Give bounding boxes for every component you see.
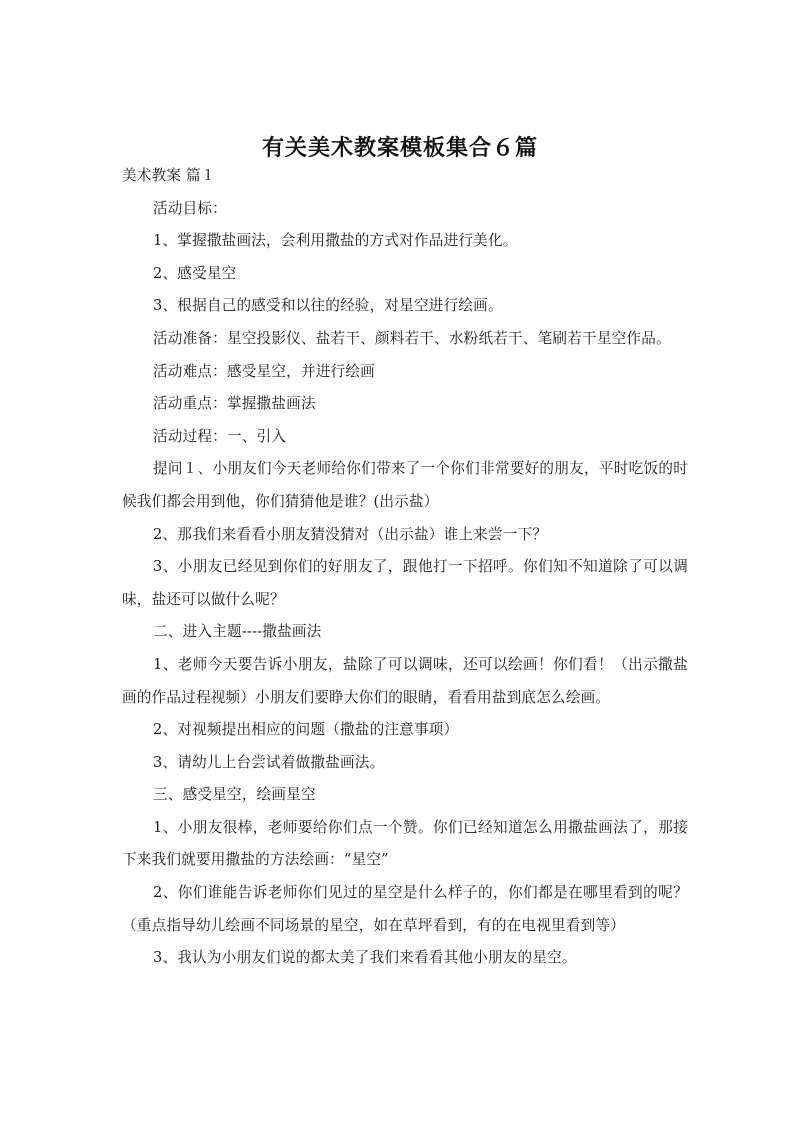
- paragraph: 3、小朋友已经见到你们的好朋友了，跟他打一下招呼。你们知不知道除了可以调味，盐还可以做什么呢？: [122, 558, 688, 608]
- section-heading: 美术教案 篇１: [122, 167, 216, 184]
- document-body: [122, 160, 688, 975]
- paragraph: 活动准备：星空投影仪、盐若干、颜料若干、水粉纸若干、笔刷若干星空作品。: [153, 329, 671, 347]
- paragraph: 3、根据自己的感受和以往的经验，对星空进行绘画。: [153, 297, 503, 315]
- paragraph: 活动过程：一、引入: [153, 427, 287, 445]
- paragraph: 2、感受星空: [153, 264, 237, 282]
- paragraph: 1、老师今天要告诉小朋友，盐除了可以调味，还可以绘画！你们看！（出示撒盐画的作品过程视频）小朋友们要睁大你们的眼睛，看看用盐到底怎么绘画。: [122, 655, 688, 706]
- paragraph: 2、对视频提出相应的问题（撒盐的注意事项）: [153, 721, 459, 739]
- paragraph: 活动重点：掌握撒盐画法: [153, 395, 316, 413]
- paragraph: 三、感受星空，绘画星空: [153, 786, 316, 804]
- paragraph: 2、你们谁能告诉老师你们见过的星空是什么样子的，你们都是在哪里看到的呢？（重点指导幼儿绘画不同场景的星空，如在草坪看到，有的在电视里看到等）: [122, 884, 688, 934]
- paragraph: 二、进入主题----撒盐画法: [153, 623, 322, 641]
- paragraph: 1、掌握撒盐画法，会利用撒盐的方式对作品进行美化。: [153, 232, 518, 250]
- paragraph: 提问１、小朋友们今天老师给你们带来了一个你们非常要好的朋友，平时吃饭的时候我们都会用到他，你们猜猜他是谁？(出示盐）: [122, 460, 688, 510]
- paragraph: 1、小朋友很棒，老师要给你们点一个赞。你们已经知道怎么用撒盐画法了，那接下来我们就要用撒盐的方法绘画：“星空”: [122, 818, 688, 869]
- paragraph: 2、那我们来看看小朋友猜没猜对（出示盐）谁上来尝一下？: [153, 525, 548, 543]
- paragraph: 3、请幼儿上台尝试着做撒盐画法。: [153, 753, 385, 771]
- paragraph: 活动难点：感受星空，并进行绘画: [153, 362, 375, 380]
- paragraph: 活动目标：: [153, 199, 227, 217]
- document-title: 有关美术教案模板集合６篇: [261, 135, 538, 161]
- paragraph: 3、我认为小朋友们说的都太美了我们来看看其他小朋友的星空。: [153, 949, 577, 967]
